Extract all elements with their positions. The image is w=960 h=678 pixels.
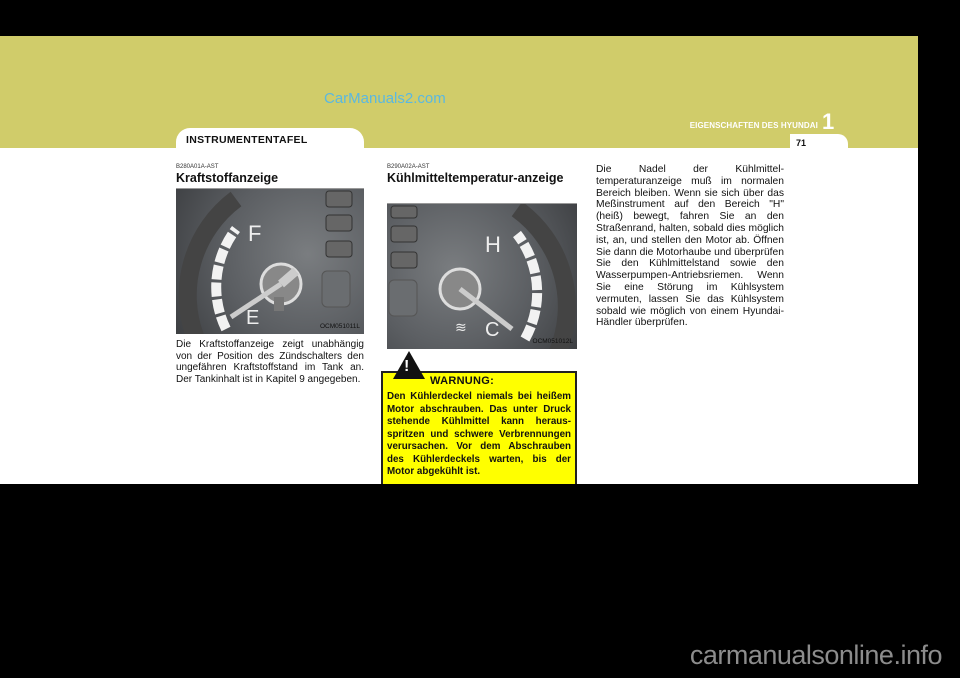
- header-band: [0, 36, 918, 148]
- temp-gauge-icon: [387, 204, 577, 349]
- figure-code: OCM051011L: [320, 323, 360, 330]
- figure-code: OCM051012L: [532, 338, 573, 345]
- svg-text:H: H: [485, 232, 501, 257]
- svg-text:F: F: [248, 221, 262, 246]
- svg-text:≋: ≋: [455, 319, 467, 335]
- warning-box: [381, 371, 577, 484]
- exclamation-icon: !: [404, 358, 410, 375]
- fuel-gauge-icon: [176, 189, 364, 334]
- temp-gauge-section: [387, 164, 577, 349]
- chapter-title: EIGENSCHAFTEN DES HYUNDAI: [689, 121, 818, 130]
- fuel-gauge-image: [176, 188, 364, 334]
- warning-title: WARNUNG:: [430, 375, 495, 387]
- watermark-link-bottom[interactable]: carmanualsonline.info: [689, 640, 942, 670]
- temp-gauge-image: [387, 203, 577, 349]
- chapter-number: 1: [822, 109, 835, 134]
- temp-text-section: [596, 164, 784, 329]
- section-title: INSTRUMENTENTAFEL: [186, 134, 308, 146]
- warning-text: Den Kühlerdeckel niemals bei heißem Motor abschrauben. Das unter Druck stehende Kühlmittel kann herausspritzen und schwere Verbrennungen verursachen. Vor dem Abschrauben des Kühlerdeckels warten, bis der Motor abgekühlt ist.: [387, 391, 571, 477]
- fuel-gauge-text: Die Kraftstoffanzeige zeigt unabhängig von der Position des Zündschalters den ungefähren Kraftstoffstand im Tank an. Der Tankinhalt ist in Kapitel 9 angegeben.: [176, 339, 364, 385]
- fuel-gauge-section: [176, 164, 364, 385]
- section-heading: Kraftstoffanzeige: [176, 171, 279, 185]
- section-code: B280A01A-AST: [176, 164, 219, 170]
- section-heading: Kühlmitteltemperatur-anzeige: [387, 171, 564, 185]
- section-tab: [176, 128, 364, 150]
- section-code: B290A02A-AST: [387, 164, 430, 170]
- temp-gauge-text: Die Nadel der Kühlmitteltemperaturanzeige muß im normalen Bereich bleiben. Wenn sie sich über das Meßinstrument auf den Bereich "H" (heiß) bewegt, fahren Sie an den Straßenrand, halten, sobald dies möglich ist, an, und stellen den Motor ab. Öffnen Sie dann die Motorhaube und überprüfen Sie den Kühlmittelstand sowie den Wasserpumpen-Antriebsriemen. Wenn Sie eine Störung im Kühlsystem vermuten, lassen Sie das Kühlsystem sobald wie möglich von einem Hyundai-Händler überprüfen.: [596, 164, 784, 329]
- svg-text:E: E: [246, 307, 260, 329]
- svg-text:C: C: [485, 319, 500, 341]
- page-number-tab: [790, 134, 848, 150]
- page-number: 71: [796, 138, 807, 148]
- watermark-link-top[interactable]: CarManuals2.com: [324, 90, 446, 107]
